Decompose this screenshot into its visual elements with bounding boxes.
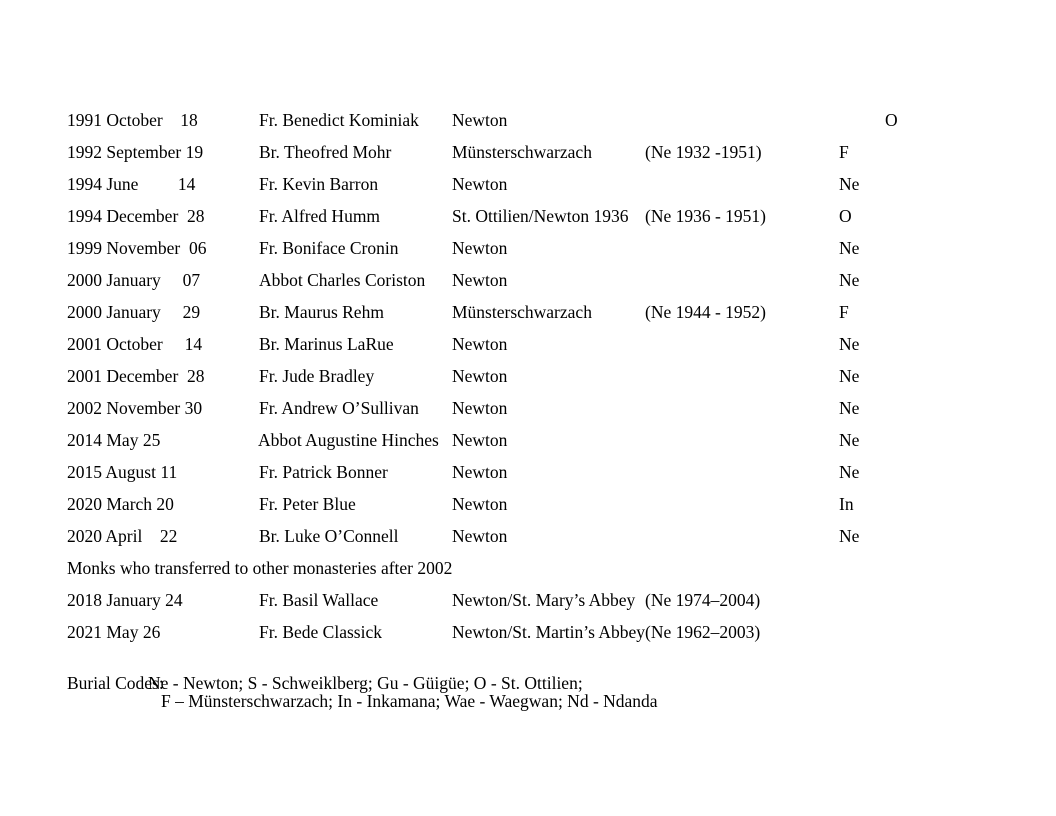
record-place: Newton (452, 110, 508, 130)
table-row (0, 205, 1056, 227)
record-place: Newton (452, 494, 508, 514)
record-date: 2000 January 29 (67, 302, 201, 322)
record-date: 1991 October 18 (67, 110, 198, 130)
table-row (0, 461, 1056, 483)
record-burial-code: F (839, 142, 849, 162)
record-date: 1994 June 14 (67, 174, 196, 194)
record-name: Fr. Alfred Humm (259, 206, 381, 226)
record-years: (Ne 1932 -1951) (645, 142, 762, 162)
table-row (0, 269, 1056, 291)
table-row (0, 397, 1056, 419)
table-row (0, 109, 1056, 131)
record-place: Newton/St. Mary’s Abbey (452, 590, 636, 610)
record-place: Newton (452, 366, 508, 386)
record-date: 2001 October 14 (67, 334, 203, 354)
record-name: Br. Maurus Rehm (259, 302, 384, 322)
table-row (0, 173, 1056, 195)
record-date: 2021 May 26 (67, 622, 161, 642)
record-name: Br. Luke O’Connell (259, 526, 399, 546)
record-burial-code: Ne (839, 238, 860, 258)
record-burial-code: Ne (839, 398, 860, 418)
record-name: Fr. Basil Wallace (259, 590, 379, 610)
record-years: (Ne 1974–2004) (645, 590, 761, 610)
record-name: Br. Theofred Mohr (259, 142, 392, 162)
record-name: Fr. Andrew O’Sullivan (259, 398, 419, 418)
table-row (0, 493, 1056, 515)
record-date: 1999 November 06 (67, 238, 207, 258)
record-place: Münsterschwarzach (452, 302, 592, 322)
table-row (0, 525, 1056, 547)
record-burial-code: F (839, 302, 849, 322)
record-burial-code: Ne (839, 270, 860, 290)
record-name: Abbot Charles Coriston (259, 270, 426, 290)
record-name: Abbot Augustine Hinches (258, 430, 439, 450)
record-burial-code: Ne (839, 174, 860, 194)
table-row (0, 429, 1056, 451)
table-row (0, 141, 1056, 163)
record-date: 2000 January 07 (67, 270, 201, 290)
record-place: Newton (452, 174, 508, 194)
burial-codes-line-2: F – Münsterschwarzach; In - Inkamana; Wae - Waegwan; Nd - Ndanda (161, 691, 658, 711)
burial-codes-label: Burial Codes: (67, 673, 164, 693)
record-place: St. Ottilien/Newton 1936 (452, 206, 629, 226)
record-burial-code: Ne (839, 366, 860, 386)
record-place: Münsterschwarzach (452, 142, 592, 162)
record-date: 2001 December 28 (67, 366, 205, 386)
record-place: Newton (452, 430, 508, 450)
burial-codes-line-1: Ne - Newton; S - Schweiklberg; Gu - Güigüe; O - St. Ottilien; (148, 673, 583, 693)
record-place: Newton (452, 334, 508, 354)
table-row (0, 589, 1056, 611)
record-burial-code: In (839, 494, 854, 514)
record-burial-code: Ne (839, 462, 860, 482)
record-date: 2002 November 30 (67, 398, 203, 418)
record-years: (Ne 1944 - 1952) (645, 302, 767, 322)
record-date: 2020 March 20 (67, 494, 174, 514)
record-burial-code: Ne (839, 526, 860, 546)
record-date: 2020 April 22 (67, 526, 178, 546)
table-row (0, 237, 1056, 259)
table-row (0, 621, 1056, 643)
record-place: Newton (452, 238, 508, 258)
record-place: Newton/St. Martin’s Abbey (452, 622, 645, 642)
record-years: (Ne 1936 - 1951) (645, 206, 767, 226)
record-place: Newton (452, 526, 508, 546)
record-name: Fr. Peter Blue (259, 494, 356, 514)
record-name: Fr. Kevin Barron (259, 174, 379, 194)
table-row (0, 333, 1056, 355)
record-date: 2014 May 25 (67, 430, 161, 450)
record-name: Fr. Jude Bradley (259, 366, 375, 386)
record-burial-code: Ne (839, 334, 860, 354)
table-row (0, 301, 1056, 323)
record-date: 1994 December 28 (67, 206, 205, 226)
record-date: 1992 September 19 (67, 142, 204, 162)
record-name: Fr. Patrick Bonner (259, 462, 388, 482)
record-name: Fr. Bede Classick (259, 622, 382, 642)
record-date: 2015 August 11 (67, 462, 178, 482)
record-place: Newton (452, 398, 508, 418)
record-place: Newton (452, 270, 508, 290)
table-row (0, 365, 1056, 387)
record-years: (Ne 1962–2003) (645, 622, 761, 642)
record-place: Newton (452, 462, 508, 482)
record-burial-code: O (839, 206, 852, 226)
section-heading-transfers: Monks who transferred to other monasteries after 2002 (67, 558, 453, 578)
record-name: Fr. Boniface Cronin (259, 238, 399, 258)
record-date: 2018 January 24 (67, 590, 183, 610)
record-burial-code: O (885, 110, 898, 130)
record-name: Fr. Benedict Kominiak (259, 110, 419, 130)
record-name: Br. Marinus LaRue (259, 334, 394, 354)
record-burial-code: Ne (839, 430, 860, 450)
